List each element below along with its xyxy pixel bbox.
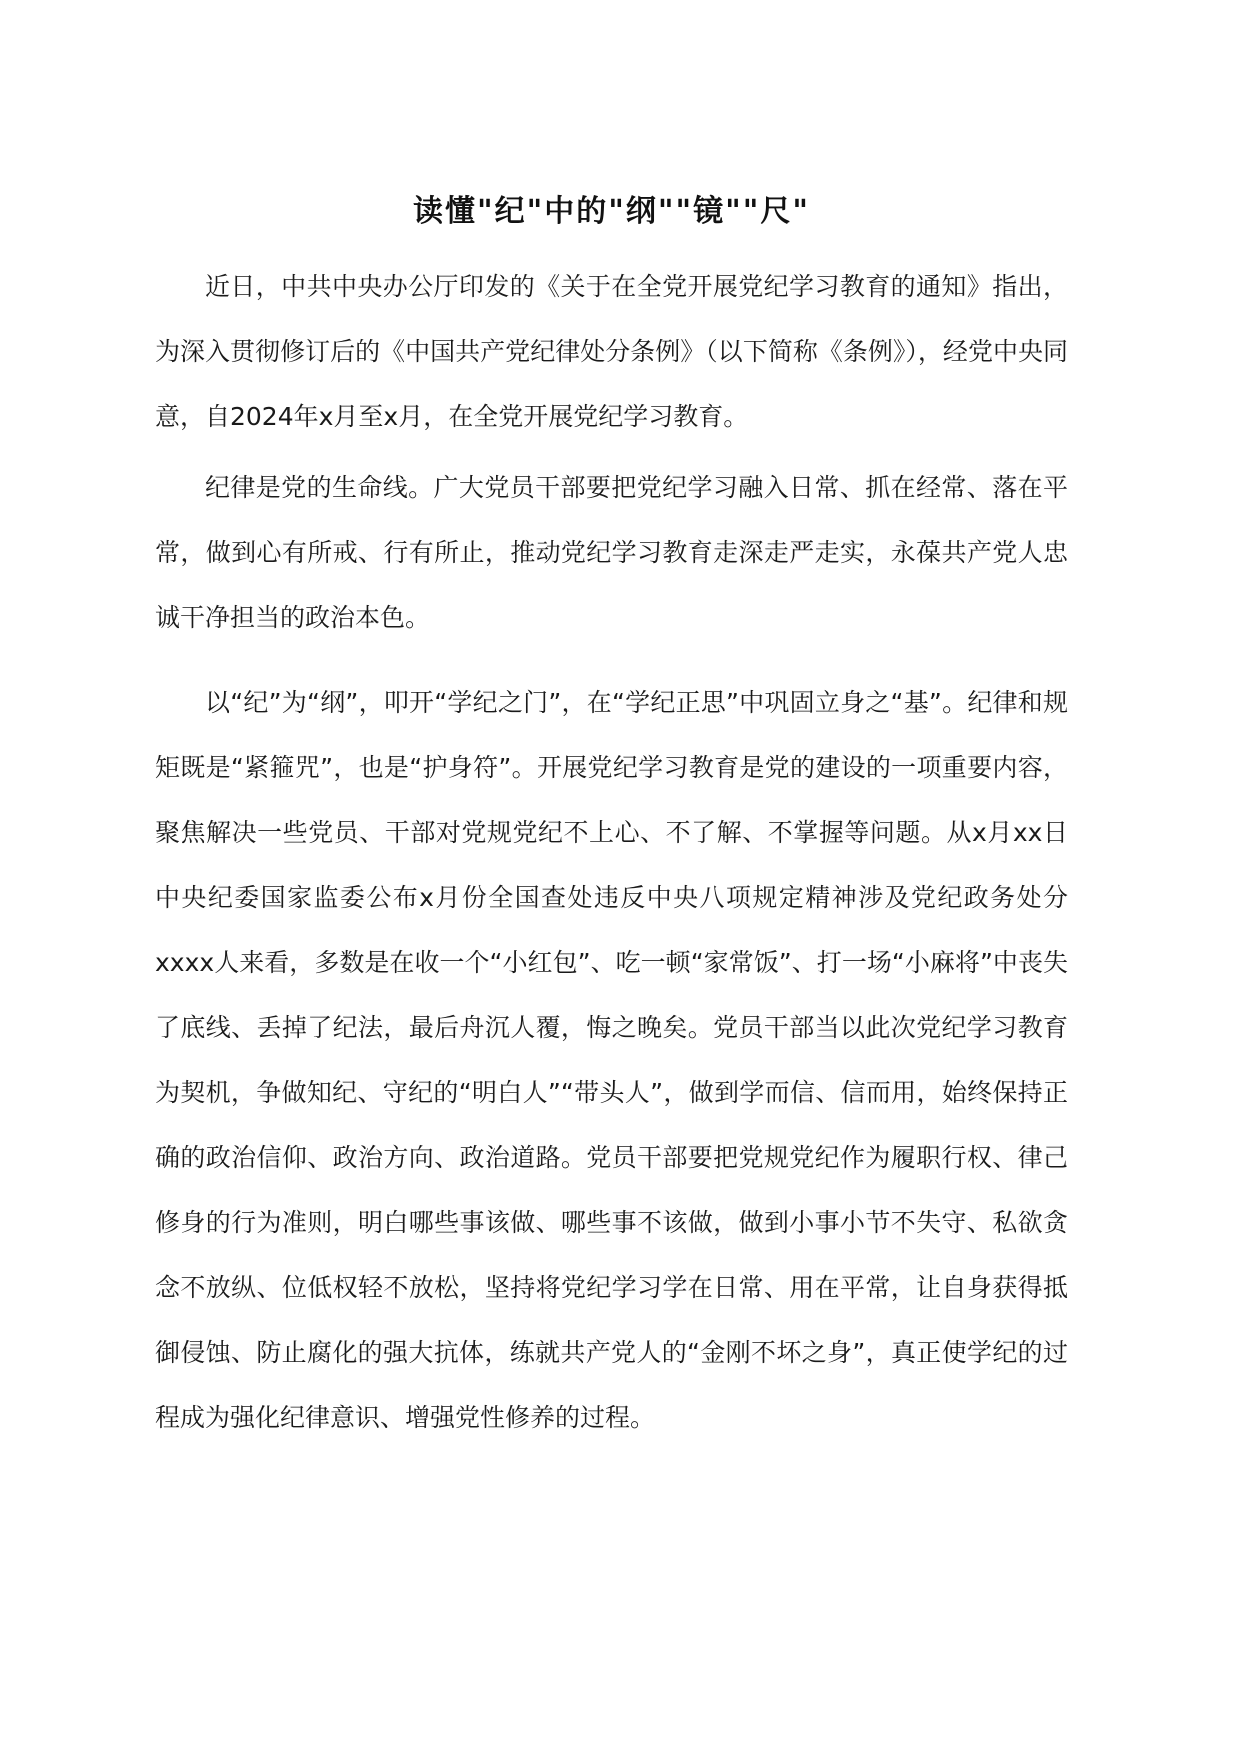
paragraph-3: 以“纪”为“纲”，叩开“学纪之门”，在“学纪正思”中巩固立身之“基”。纪律和规矩既是“紧箍咒”，也是“护身符”。开展党纪学习教育是党的建设的一项重要内容，聚焦解决一些党员、干部对党规党纪不上心、不了解、不掌握等问题。从x月xx日中央纪委国家监委公布x月份全国查处违反中央八项规定精神涉及党纪政务处分xxxx人来看，多数是在收一个“小红包”、吃一顿“家常饭”、打一场“小麻将”中丧失了底线、丢掉了纪法，最后舟沉人覆，悔之晚矣。党员干部当以此次党纪学习教育为契机，争做知纪、守纪的“明白人”“带头人”，做到学而信、信而用，始终保持正确的政治信仰、政治方向、政治道路。党员干部要把党规党纪作为履职行权、律己修身的行为准则，明白哪些事该做、哪些事不该做，做到小事小节不失守、私欲贪念不放纵、位低权轻不放松，坚持将党纪学习学在日常、用在平常，让自身获得抵御侵蚀、防止腐化的强大抗体，练就共产党人的“金刚不坏之身”，真正使学纪的过程成为强化纪律意识、增强党性修养的过程。 [155,688,1068,1432]
paragraph-2: 纪律是党的生命线。广大党员干部要把党纪学习融入日常、抓在经常、落在平常，做到心有所戒、行有所止，推动党纪学习教育走深走严走实，永葆共产党人忠诚干净担当的政治本色。 [155,473,1068,632]
document-page [155,0,1068,1450]
paragraph-1: 近日，中共中央办公厅印发的《关于在全党开展党纪学习教育的通知》指出，为深入贯彻修订后的《中国共产党纪律处分条例》（以下简称《条例》），经党中央同意，自2024年x月至x月，在全党开展党纪学习教育。 [155,272,1068,431]
document-title: 读懂"纪"中的"纲""镜""尺" [412,194,811,229]
